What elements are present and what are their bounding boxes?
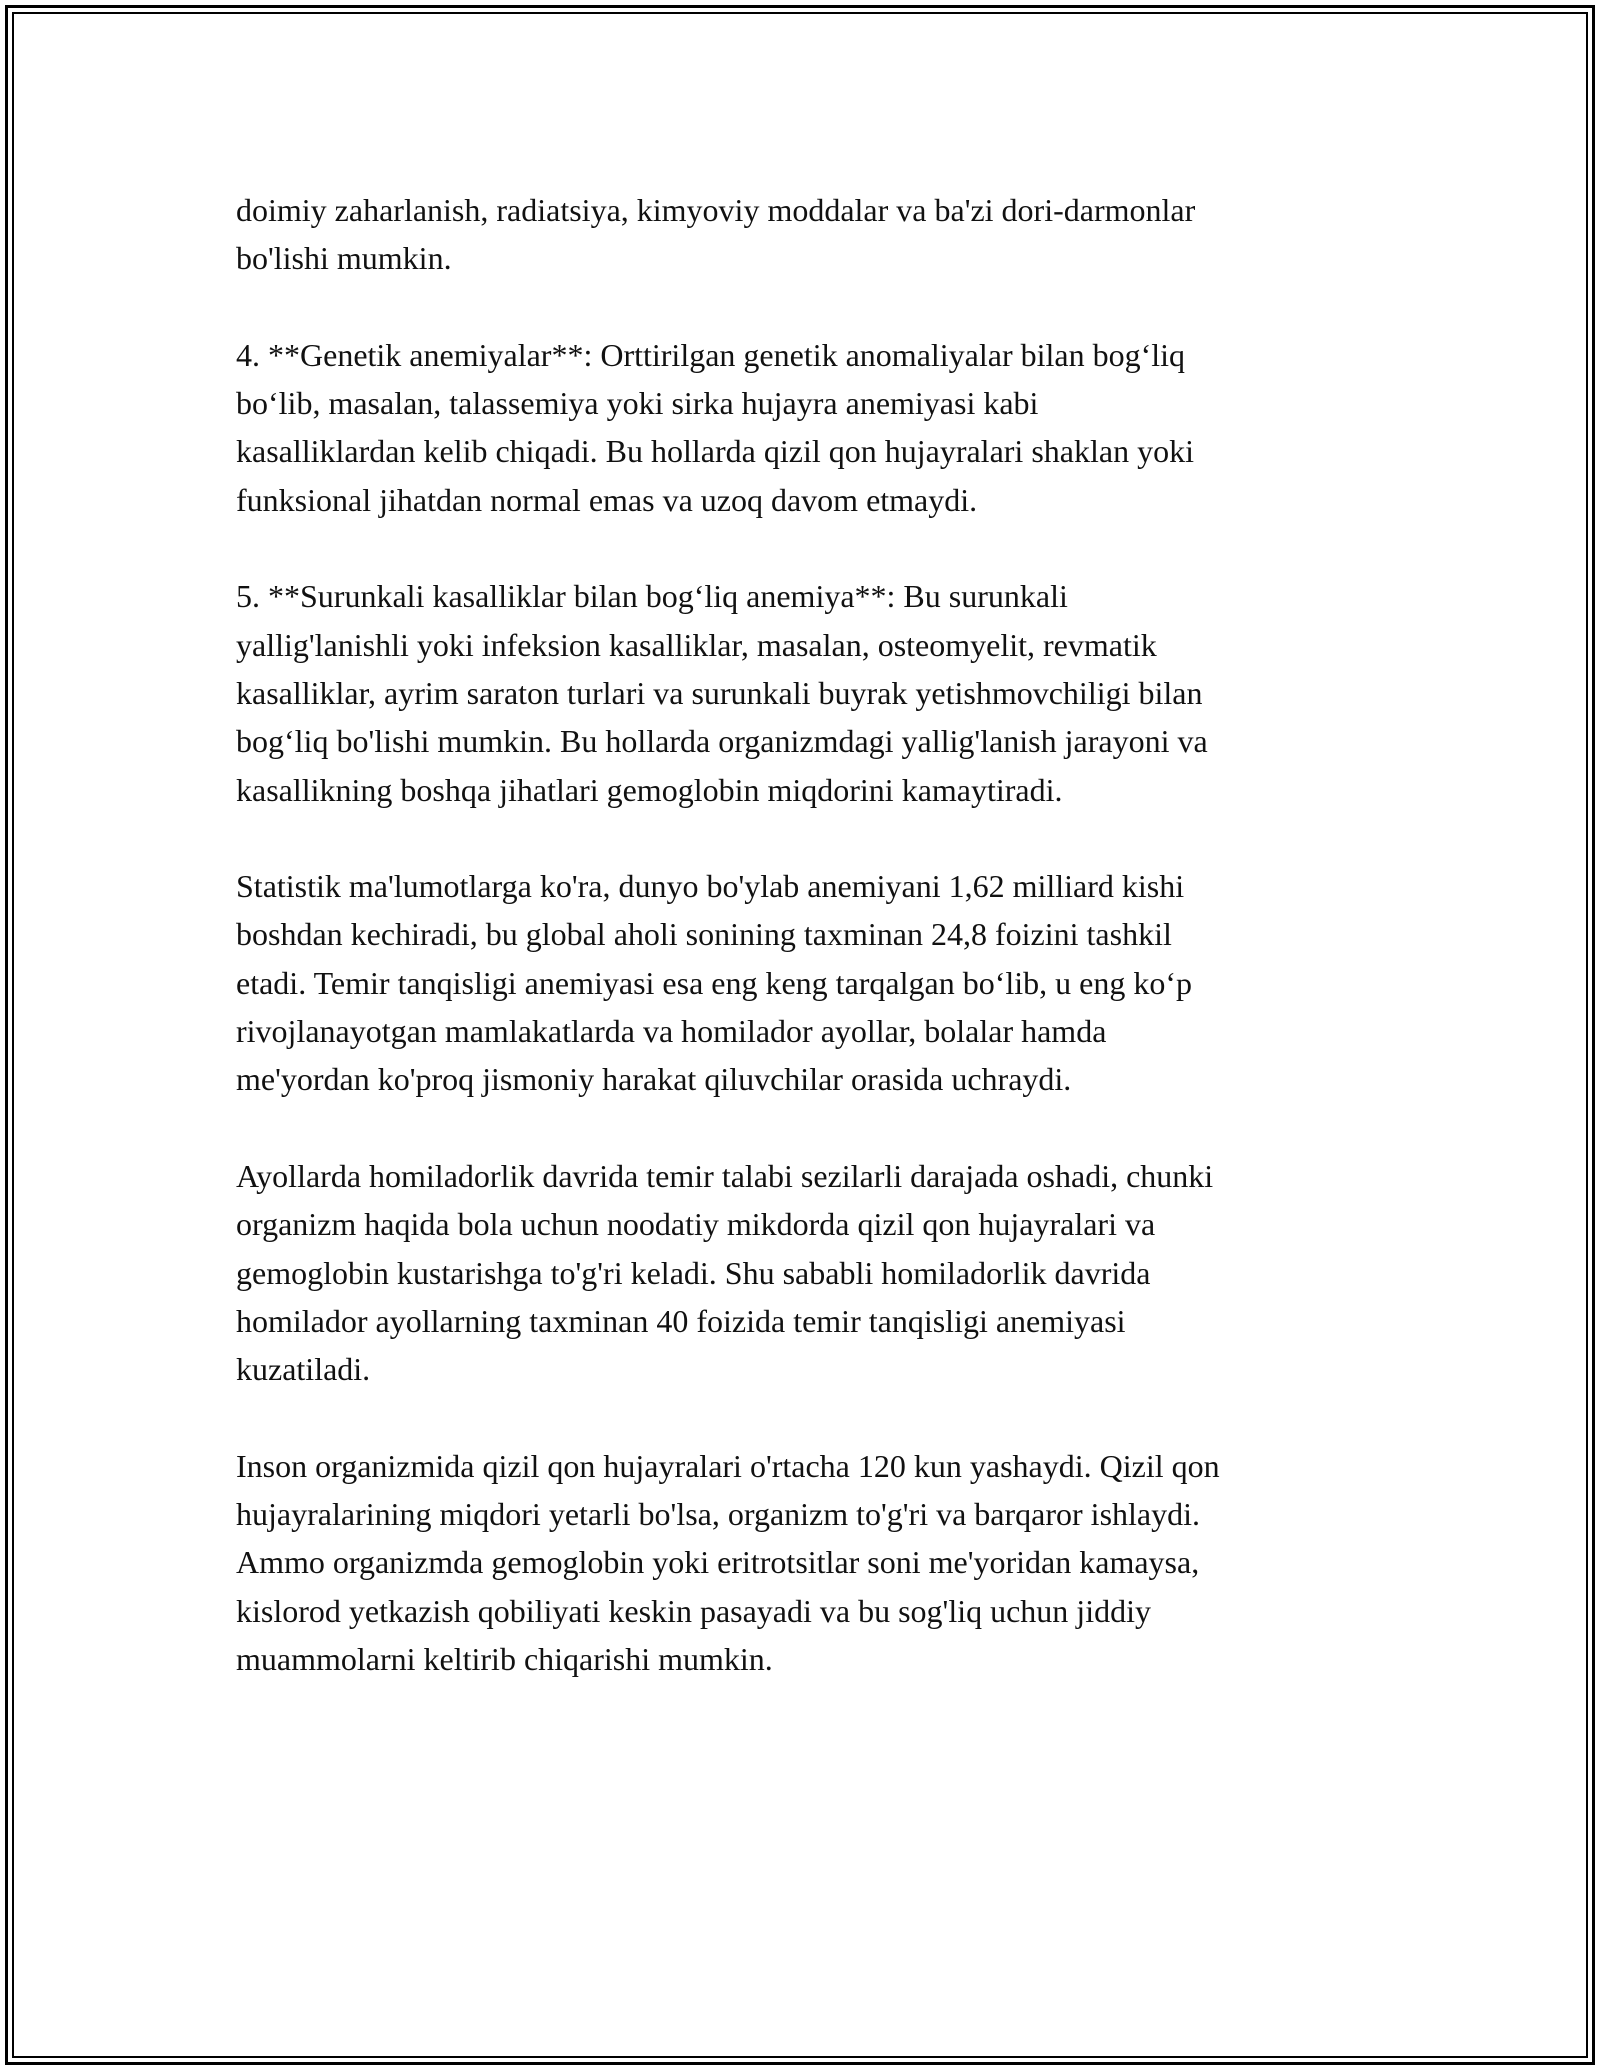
text-line: etadi. Temir tanqisligi anemiyasi esa eng keng tarqalgan bo‘lib, u eng ko‘p <box>236 964 1193 1001</box>
text-line: funksional jihatdan normal emas va uzoq davom etmaydi. <box>236 481 978 518</box>
text-line: Ammo organizmda gemoglobin yoki eritrotsitlar soni me'yoridan kamaysa, <box>236 1544 1200 1581</box>
text-line: kasalliklar, ayrim saraton turlari va surunkali buyrak yetishmovchiligi bilan <box>236 674 1203 711</box>
paragraph-continuation <box>236 186 1376 283</box>
text-line: rivojlanayotgan mamlakatlarda va homilador ayollar, bolalar hamda <box>236 1013 1107 1050</box>
text-line: 4. **Genetik anemiyalar**: Orttirilgan genetik anomaliyalar bilan bog‘liq <box>236 336 1186 373</box>
text-line: Statistik ma'lumotlarga ko'ra, dunyo bo'ylab anemiyani 1,62 milliard kishi <box>236 868 1185 905</box>
text-line: kasallikning boshqa jihatlari gemoglobin miqdorini kamaytiradi. <box>236 771 1063 808</box>
paragraph-pregnancy <box>236 1152 1376 1393</box>
text-line: 5. **Surunkali kasalliklar bilan bog‘liq anemiya**: Bu surunkali <box>236 578 1068 615</box>
paragraph-genetic-anemias <box>236 331 1376 524</box>
paragraph-statistics <box>236 862 1376 1103</box>
text-line: boshdan kechiradi, bu global aholi sonining taxminan 24,8 foizini tashkil <box>236 916 1172 953</box>
text-line: yallig'lanishli yoki infeksion kasalliklar, masalan, osteomyelit, revmatik <box>236 626 1157 663</box>
text-line: kuzatiladi. <box>236 1351 371 1388</box>
text-line: organizm haqida bola uchun noodatiy mikdorda qizil qon hujayralari va <box>236 1206 1156 1243</box>
text-line: homilador ayollarning taxminan 40 foizida temir tanqisligi anemiyasi <box>236 1302 1126 1339</box>
paragraph-red-blood-cells <box>236 1442 1376 1683</box>
text-line: bo'lishi mumkin. <box>236 240 452 277</box>
document-body <box>236 186 1376 1732</box>
text-line: me'yordan ko'proq jismoniy harakat qiluvchilar orasida uchraydi. <box>236 1061 1072 1098</box>
text-line: kislorod yetkazish qobiliyati keskin pasayadi va bu sog'liq uchun jiddiy <box>236 1592 1151 1629</box>
text-line: bog‘liq bo'lishi mumkin. Bu hollarda organizmdagi yallig'lanish jarayoni va <box>236 723 1208 760</box>
text-line: muammolarni keltirib chiqarishi mumkin. <box>236 1640 773 1677</box>
text-line: Inson organizmida qizil qon hujayralari o'rtacha 120 kun yashaydi. Qizil qon <box>236 1447 1220 1484</box>
text-line: bo‘lib, masalan, talassemiya yoki sirka hujayra anemiyasi kabi <box>236 385 1039 422</box>
text-line: kasalliklardan kelib chiqadi. Bu hollarda qizil qon hujayralari shaklan yoki <box>236 433 1194 470</box>
text-line: hujayralarining miqdori yetarli bo'lsa, organizm to'g'ri va barqaror ishlaydi. <box>236 1496 1200 1533</box>
text-line: gemoglobin kustarishga to'g'ri keladi. Shu sababli homiladorlik davrida <box>236 1254 1151 1291</box>
text-line: doimiy zaharlanish, radiatsiya, kimyoviy moddalar va ba'zi dori-darmonlar <box>236 192 1196 228</box>
text-line: Ayollarda homiladorlik davrida temir talabi sezilarli darajada oshadi, chunki <box>236 1157 1214 1194</box>
paragraph-chronic-disease-anemia <box>236 572 1376 813</box>
